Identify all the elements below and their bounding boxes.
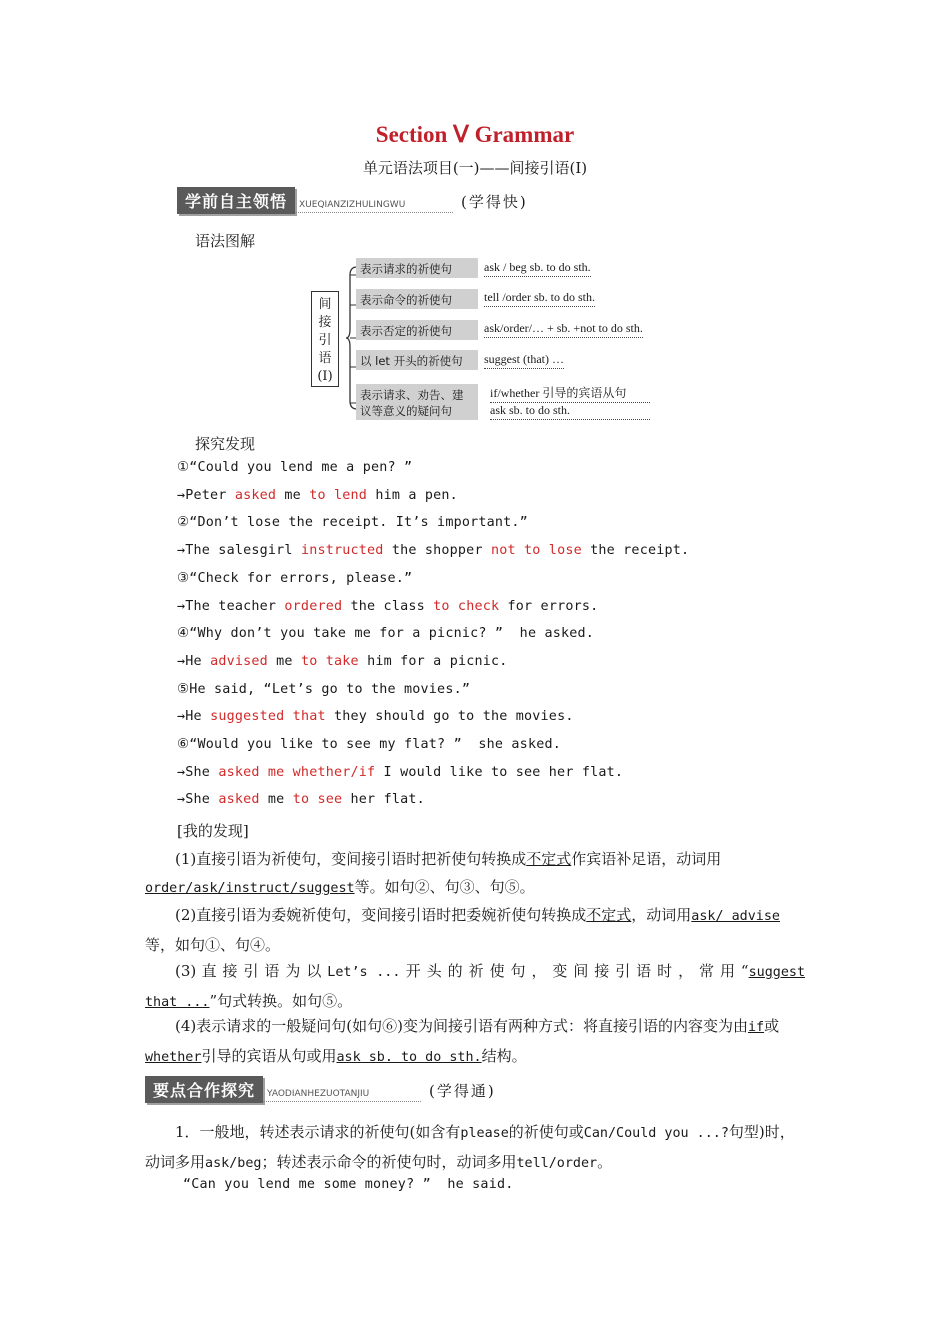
example-line bbox=[177, 626, 594, 641]
example-line bbox=[177, 599, 598, 614]
diagram-left-box: 表示请求的祈使句 bbox=[356, 258, 478, 278]
finding-4: (4)表示请求的一般疑问句(如句⑥)变为间接引语有两种方式：将直接引语的内容变为由if或whether引导的宾语从句或用ask sb. to do sth.结构。 bbox=[145, 1017, 780, 1065]
section-banner-1 bbox=[177, 188, 528, 214]
highlighted-phrase: asked bbox=[234, 487, 277, 503]
root-char: 间 bbox=[318, 297, 332, 312]
sentence-text: me bbox=[276, 487, 310, 503]
sentence-text: →He bbox=[177, 709, 211, 725]
sentence-text: ③“Check for errors, please.” bbox=[177, 570, 413, 586]
example-line bbox=[177, 543, 689, 558]
banner-label: 学前自主领悟 bbox=[177, 187, 295, 214]
sentence-text: the class bbox=[342, 598, 434, 614]
root-char: 接 bbox=[318, 315, 332, 330]
sentence-text: him for a picnic. bbox=[358, 653, 508, 669]
finding-3: (3) 直 接 引 语 为 以 Let’s ... 开 头 的 祈 使 句 ， 变 间 接 引 语 时 ， 常 用 “suggest that ...”句式转换。如句⑤。 bbox=[145, 962, 806, 1010]
diagram-right-item: tell /order sb. to do sth. bbox=[484, 290, 595, 307]
highlighted-phrase: instructed bbox=[300, 543, 384, 559]
diagram-right-item: ask / beg sb. to do sth. bbox=[484, 260, 591, 277]
diagram-root bbox=[311, 291, 339, 387]
sentence-text: the shopper bbox=[383, 543, 491, 559]
page-title: Section Ⅴ Grammar bbox=[375, 122, 575, 147]
example-line bbox=[177, 765, 623, 780]
finding-2: (2)直接引语为委婉祈使句，变间接引语时把委婉祈使句转换成不定式，动词用ask/ advise等，如句①、句④。 bbox=[145, 906, 780, 954]
finding-answer: 不定式 bbox=[526, 850, 572, 868]
diagram-right-item: if/whether 引导的宾语从句 bbox=[490, 384, 650, 403]
findings-heading: [我的发现] bbox=[177, 822, 249, 840]
sentence-text: →She bbox=[177, 764, 219, 780]
root-char: (Ⅰ) bbox=[317, 369, 333, 384]
sentence-text: for errors. bbox=[499, 598, 599, 614]
diagram-left-box: 以 let 开头的祈使句 bbox=[356, 350, 478, 370]
diagram-left-box: 表示否定的祈使句 bbox=[356, 320, 478, 340]
explore-heading: 探究发现 bbox=[195, 435, 256, 453]
banner-note: (学得快) bbox=[461, 193, 528, 211]
highlighted-phrase: ordered bbox=[284, 598, 343, 614]
highlighted-phrase: not to lose bbox=[490, 543, 582, 559]
finding-answer: 不定式 bbox=[586, 906, 632, 924]
finding-answer: order/ask/instruct/suggest bbox=[145, 881, 355, 896]
sentence-text: →She bbox=[177, 792, 219, 808]
point-1: 1．一般地，转述表示请求的祈使句(如含有please的祈使句或Can/Could you ...?句型)时，动词多用ask/beg；转述表示命令的祈使句时，动词多用tell/order。 bbox=[145, 1123, 795, 1171]
sentence-text: me bbox=[267, 653, 301, 669]
highlighted-phrase: advised bbox=[210, 653, 268, 669]
banner-label: 要点合作探究 bbox=[145, 1076, 263, 1103]
highlighted-phrase: asked me whether/if bbox=[218, 764, 376, 780]
highlighted-phrase: to see bbox=[292, 792, 343, 808]
point-1-example: “Can you lend me some money? ” he said. bbox=[183, 1177, 514, 1192]
sentence-text: →The salesgirl bbox=[177, 543, 301, 559]
sentence-text: →Peter bbox=[177, 487, 235, 503]
root-char: 语 bbox=[318, 351, 332, 366]
highlighted-phrase: to check bbox=[433, 598, 500, 614]
example-line bbox=[177, 792, 425, 807]
finding-answer: ask/ advise bbox=[691, 909, 780, 924]
finding-answer: suggest that ... bbox=[145, 965, 806, 1010]
highlighted-phrase: to take bbox=[300, 653, 359, 669]
highlighted-phrase: asked bbox=[218, 792, 260, 808]
sentence-text: I would like to see her flat. bbox=[375, 764, 624, 780]
highlighted-phrase: suggested that bbox=[210, 709, 326, 725]
diagram-right-item: suggest (that) … bbox=[484, 352, 564, 369]
banner-pinyin: XUEQIANZIZHULINGWU bbox=[295, 200, 453, 213]
page-subtitle: 单元语法项目(一)——间接引语(Ⅰ) bbox=[362, 159, 588, 177]
finding-1: (1)直接引语为祈使句，变间接引语时把祈使句转换成不定式作宾语补足语，动词用order/ask/instruct/suggest等。如句②、句③、句⑤。 bbox=[145, 850, 722, 896]
sentence-text: ②“Don’t lose the receipt. It’s important.” bbox=[177, 515, 528, 531]
sentence-text: they should go to the movies. bbox=[325, 709, 574, 725]
diagram-left-box: 表示请求、劝告、建议等意义的疑问句 bbox=[356, 384, 478, 420]
diagram-heading: 语法图解 bbox=[195, 232, 256, 250]
finding-answer: ask sb. to do sth. bbox=[336, 1050, 482, 1065]
sentence-text: her flat. bbox=[342, 792, 425, 808]
sentence-text: me bbox=[259, 792, 293, 808]
example-line bbox=[177, 654, 508, 669]
sentence-text: him a pen. bbox=[367, 487, 458, 503]
sentence-text: the receipt. bbox=[581, 543, 690, 559]
root-char: 引 bbox=[318, 333, 332, 348]
sentence-text: →The teacher bbox=[177, 598, 285, 614]
example-line bbox=[177, 515, 528, 530]
sentence-text: ⑤He said, “Let’s go to the movies.” bbox=[177, 681, 471, 697]
finding-answer: if bbox=[747, 1020, 765, 1035]
sentence-text: ⑥“Would you like to see my flat? ” she asked. bbox=[177, 737, 561, 752]
diagram-left-box: 表示命令的祈使句 bbox=[356, 289, 478, 309]
finding-answer: whether bbox=[145, 1050, 202, 1065]
section-banner-2 bbox=[145, 1077, 496, 1103]
diagram-right-item: ask/order/… + sb. +not to do sth. bbox=[484, 321, 643, 338]
sentence-text: ①“Could you lend me a pen? ” bbox=[177, 460, 413, 475]
diagram-right-item: ask sb. to do sth. bbox=[490, 403, 650, 420]
example-line bbox=[177, 709, 574, 724]
example-line bbox=[177, 571, 412, 586]
banner-note: (学得通) bbox=[429, 1082, 496, 1100]
example-line bbox=[177, 737, 561, 752]
example-line bbox=[177, 488, 458, 503]
sentence-text: ④“Why don’t you take me for a picnic? ” he asked. bbox=[177, 626, 595, 642]
example-line bbox=[177, 460, 412, 475]
sentence-text: →He bbox=[177, 653, 211, 669]
example-line bbox=[177, 682, 470, 697]
highlighted-phrase: to lend bbox=[309, 487, 368, 503]
grammar-diagram bbox=[308, 255, 668, 425]
banner-pinyin: YAODIANHEZUOTANJIU bbox=[263, 1089, 421, 1102]
